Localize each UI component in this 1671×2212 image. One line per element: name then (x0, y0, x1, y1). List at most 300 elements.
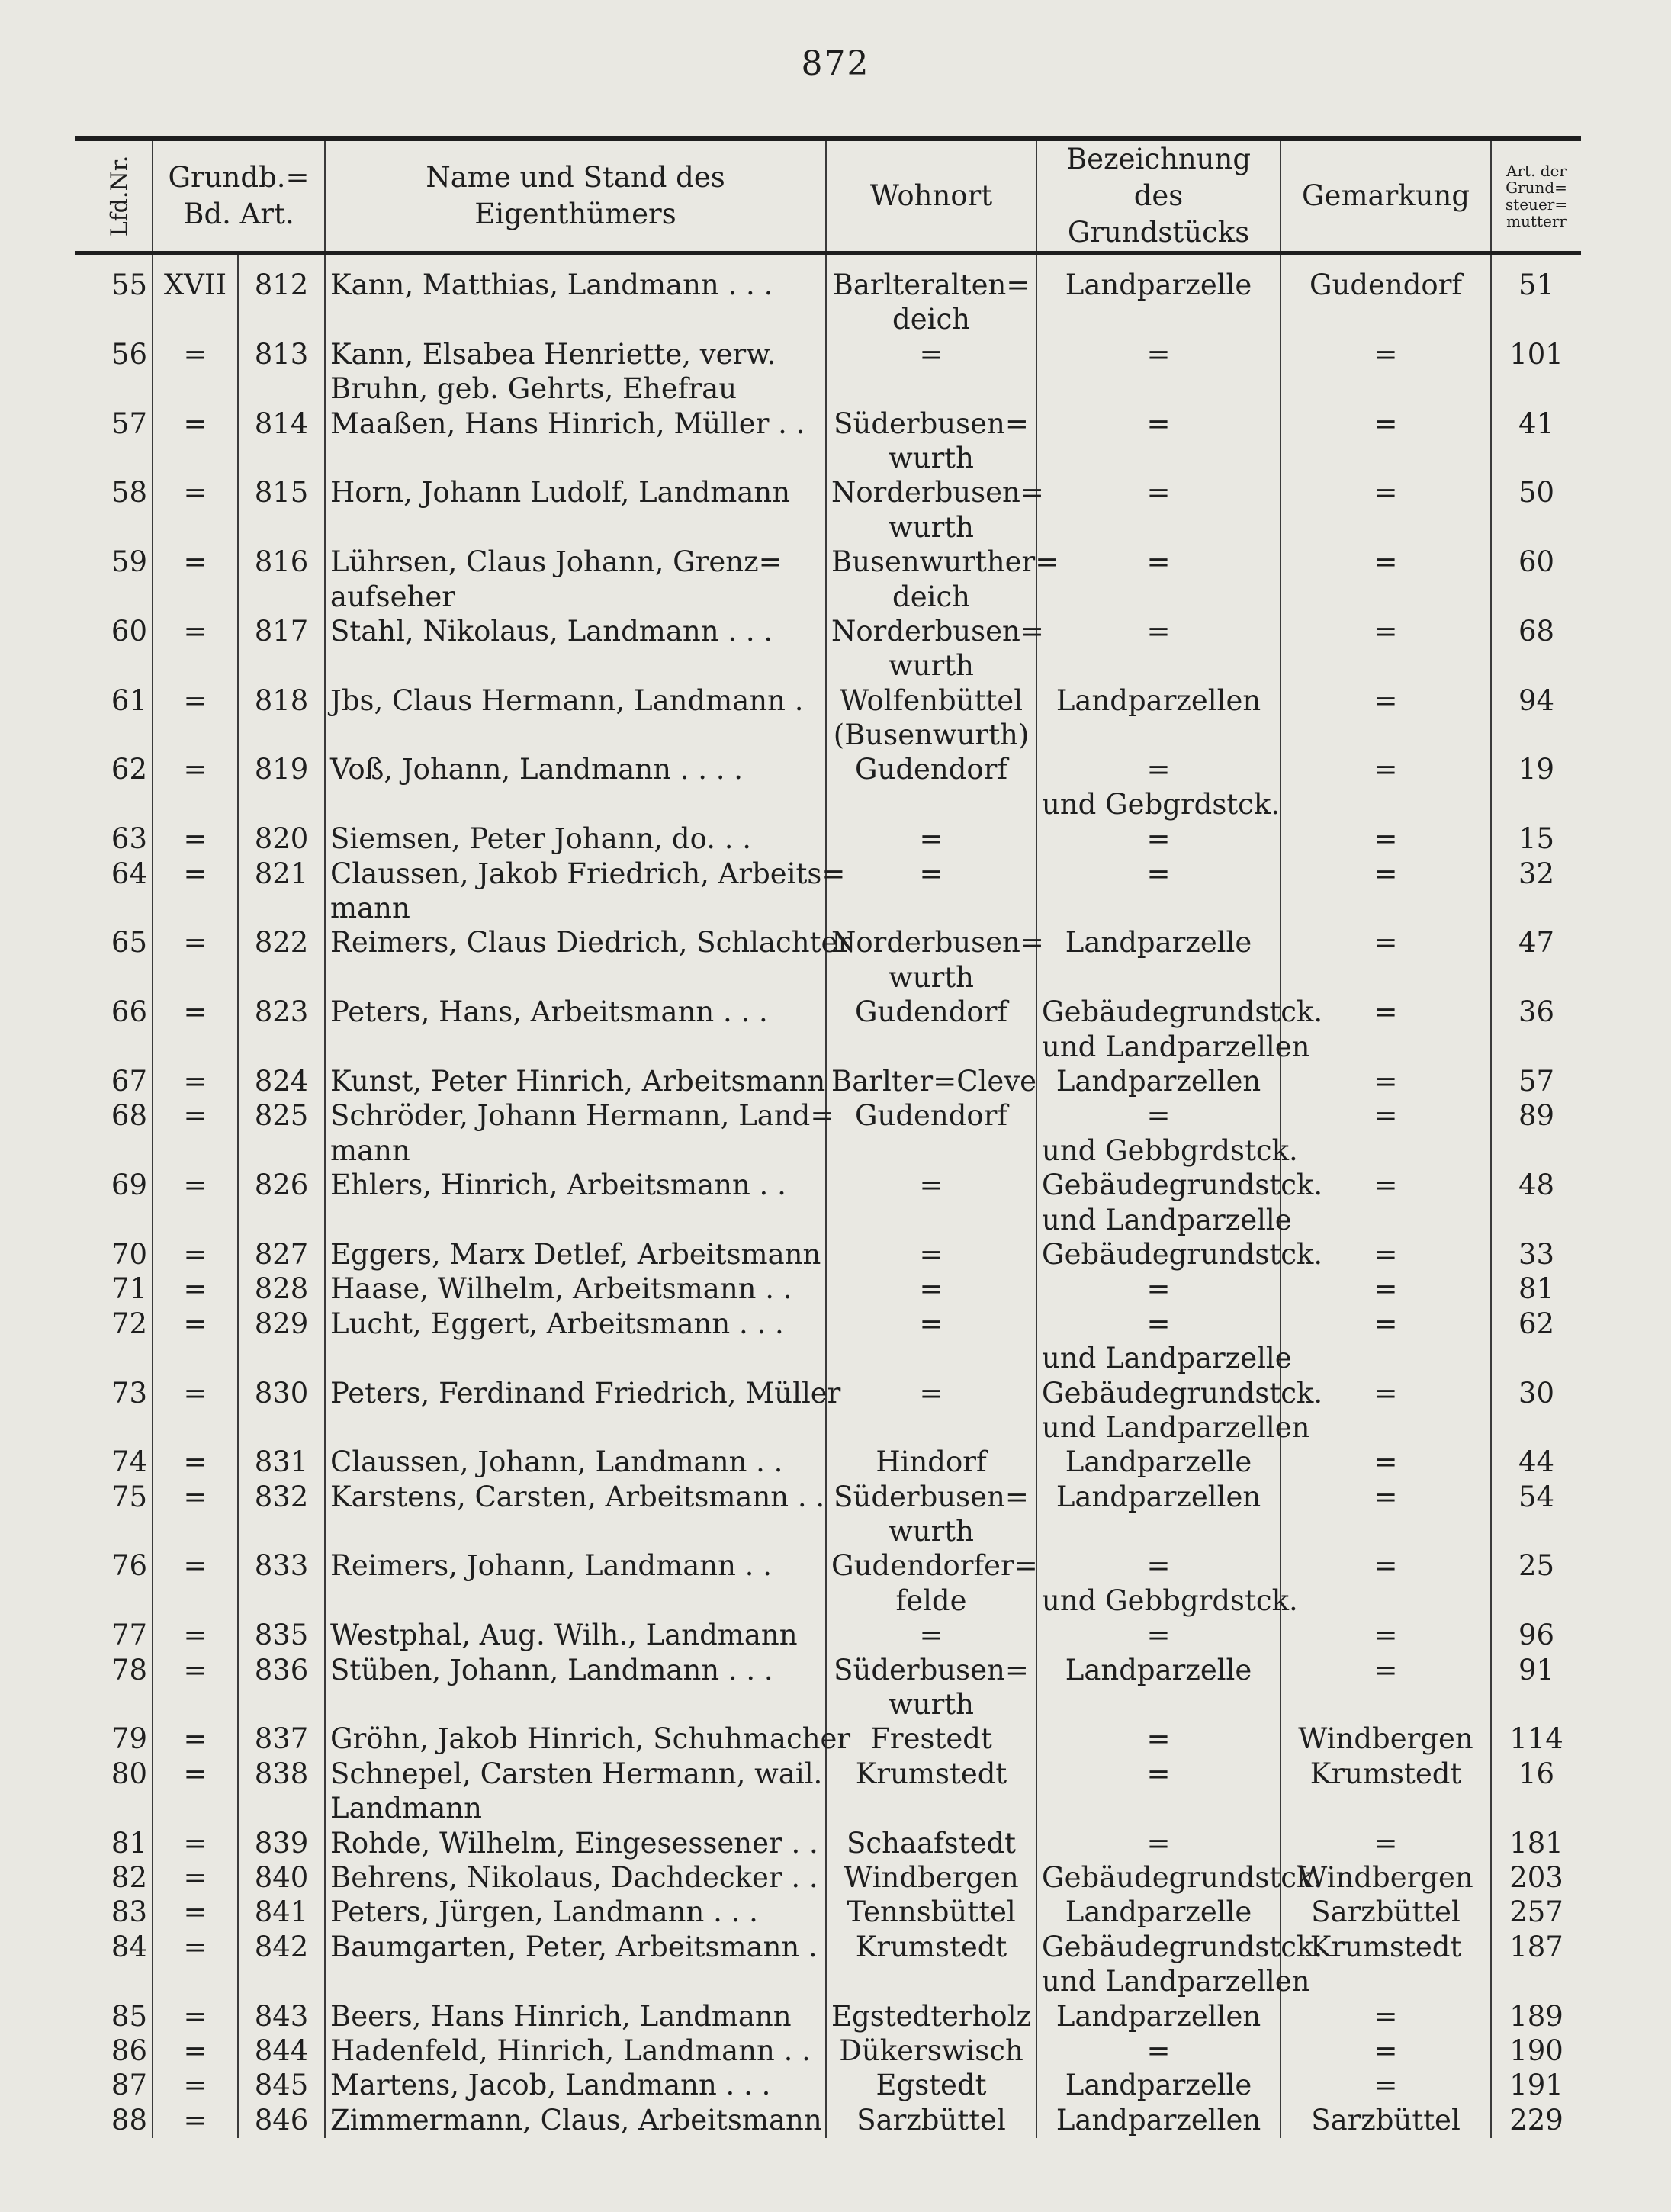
cadastral-district-cell: = (1281, 476, 1491, 510)
owner-name-cell: Baumgarten, Peter, Arbeitsmann . (325, 1931, 826, 1965)
row-number-cell (75, 719, 153, 753)
band-number-cell: = (153, 2034, 238, 2069)
cadastral-district-cell: = (1281, 822, 1491, 857)
table-row (75, 338, 1581, 372)
band-number-cell (153, 1584, 238, 1619)
row-number-cell (75, 1411, 153, 1445)
parcel-description-cell: = (1036, 476, 1281, 510)
parcel-description-cell (1036, 719, 1281, 753)
band-number-cell: = (153, 2069, 238, 2103)
owner-name-cell: Siemsen, Peter Johann, do. . . (325, 822, 826, 857)
owner-name-cell: Claussen, Jakob Friedrich, Arbeits= (325, 857, 826, 892)
row-number-cell: 82 (111, 1860, 147, 1894)
residence-cell: = (826, 1307, 1036, 1342)
parcel-description-cell (1036, 511, 1281, 545)
residence-cell (826, 1030, 1036, 1065)
table-row (75, 995, 1581, 1030)
band-number-cell: = (153, 1827, 238, 1861)
tax-roll-article-cell: 44 (1491, 1445, 1581, 1480)
tax-roll-article-cell: 19 (1491, 753, 1581, 787)
header-wohnort: Wohnort (826, 139, 1036, 253)
owner-name-cell: Haase, Wilhelm, Arbeitsmann . . (325, 1272, 826, 1307)
residence-cell: = (826, 1272, 1036, 1307)
band-number-cell (153, 649, 238, 683)
parcel-description-cell: Landparzelle (1036, 1895, 1281, 1930)
cadastral-district-cell: = (1281, 545, 1491, 580)
tax-roll-article-cell (1491, 649, 1581, 683)
parcel-description-cell: = (1036, 1619, 1281, 1653)
band-number-cell: = (153, 1619, 238, 1653)
row-number-cell (75, 1584, 153, 1619)
article-number-cell: 844 (238, 2034, 325, 2069)
parcel-description-cell: und Landparzellen (1036, 1411, 1281, 1445)
table-row (75, 1584, 1581, 1619)
residence-cell: Egstedterholz (826, 2000, 1036, 2034)
residence-cell: wurth (826, 1515, 1036, 1549)
owner-name-cell: Zimmermann, Claus, Arbeitsmann (325, 2104, 826, 2138)
residence-cell: = (826, 1377, 1036, 1411)
parcel-description-cell: = (1036, 615, 1281, 649)
article-number-cell: 840 (238, 1861, 325, 1895)
table-row (75, 1134, 1581, 1169)
article-number-cell: 845 (238, 2069, 325, 2103)
row-number-cell: 57 (111, 407, 147, 440)
band-number-cell: = (153, 2000, 238, 2034)
parcel-description-cell: Gebäudegrundstck. (1036, 1377, 1281, 1411)
article-number-cell: 824 (238, 1065, 325, 1099)
band-number-cell: = (153, 545, 238, 580)
owner-name-cell (325, 719, 826, 753)
table-row (75, 442, 1581, 476)
residence-cell: Süderbusen= (826, 1481, 1036, 1515)
band-number-cell: = (153, 1722, 238, 1757)
article-number-cell (238, 1030, 325, 1065)
owner-name-cell (325, 1342, 826, 1376)
cadastral-district-cell (1281, 892, 1491, 926)
table-row (75, 303, 1581, 337)
table-row (75, 545, 1581, 580)
parcel-description-cell (1036, 372, 1281, 407)
tax-roll-article-cell: 94 (1491, 684, 1581, 719)
parcel-description-cell: = (1036, 1757, 1281, 1792)
residence-cell (826, 1965, 1036, 1999)
residence-cell: Süderbusen= (826, 407, 1036, 442)
owner-name-cell: Stahl, Nikolaus, Landmann . . . (325, 615, 826, 649)
tax-roll-article-cell: 33 (1491, 1238, 1581, 1272)
tax-roll-article-cell (1491, 1204, 1581, 1238)
row-number-cell: 76 (111, 1549, 147, 1583)
row-number-cell: 64 (111, 857, 147, 890)
row-number-cell: 68 (111, 1099, 147, 1133)
band-number-cell: = (153, 822, 238, 857)
parcel-description-cell: Landparzelle (1036, 2069, 1281, 2103)
band-number-cell: = (153, 407, 238, 442)
residence-cell: Norderbusen= (826, 926, 1036, 960)
table-row (75, 2000, 1581, 2034)
band-number-cell (153, 1515, 238, 1549)
row-number-cell: 84 (111, 1930, 147, 1963)
residence-cell: Norderbusen= (826, 476, 1036, 510)
article-number-cell: 832 (238, 1481, 325, 1515)
tax-roll-article-cell (1491, 580, 1581, 615)
residence-cell: = (826, 1238, 1036, 1272)
cadastral-district-cell: = (1281, 2069, 1491, 2103)
row-number-cell: 61 (111, 683, 147, 717)
tax-roll-article-cell: 68 (1491, 615, 1581, 649)
tax-roll-article-cell: 54 (1491, 1481, 1581, 1515)
owner-name-cell: Claussen, Johann, Landmann . . (325, 1445, 826, 1480)
header-steuermutterrolle: Art. der Grund= steuer= mutterr (1491, 139, 1581, 253)
article-number-cell (238, 1134, 325, 1169)
row-number-cell: 78 (111, 1653, 147, 1686)
table-row (75, 1549, 1581, 1583)
parcel-description-cell: = (1036, 1099, 1281, 1133)
tax-roll-article-cell: 60 (1491, 545, 1581, 580)
row-number-cell: 71 (111, 1272, 147, 1306)
owner-name-cell: Karstens, Carsten, Arbeitsmann . . (325, 1481, 826, 1515)
band-number-cell (153, 1134, 238, 1169)
residence-cell: = (826, 338, 1036, 372)
residence-cell: wurth (826, 442, 1036, 476)
cadastral-district-cell: = (1281, 857, 1491, 892)
header-gemarkung: Gemarkung (1281, 139, 1491, 253)
residence-cell: = (826, 857, 1036, 892)
band-number-cell: = (153, 1272, 238, 1307)
owner-name-cell: Stüben, Johann, Landmann . . . (325, 1654, 826, 1688)
article-number-cell: 843 (238, 2000, 325, 2034)
table-row (75, 253, 1581, 304)
row-number-cell: 60 (111, 614, 147, 648)
article-number-cell: 819 (238, 753, 325, 787)
table-row (75, 2034, 1581, 2069)
parcel-description-cell (1036, 1688, 1281, 1722)
parcel-description-cell (1036, 1792, 1281, 1826)
table-row (75, 1619, 1581, 1653)
article-number-cell (238, 961, 325, 995)
tax-roll-article-cell (1491, 1515, 1581, 1549)
owner-name-cell: mann (325, 892, 826, 926)
article-number-cell: 829 (238, 1307, 325, 1342)
parcel-description-cell: = (1036, 1307, 1281, 1342)
row-number-cell: 72 (111, 1307, 147, 1340)
residence-cell: (Busenwurth) (826, 719, 1036, 753)
band-number-cell: = (153, 615, 238, 649)
tax-roll-article-cell (1491, 719, 1581, 753)
tax-roll-article-cell (1491, 1965, 1581, 1999)
table-row (75, 1965, 1581, 1999)
tax-roll-article-cell: 41 (1491, 407, 1581, 442)
parcel-description-cell: und Landparzellen (1036, 1965, 1281, 1999)
parcel-description-cell (1036, 649, 1281, 683)
owner-name-cell (325, 788, 826, 822)
band-number-cell (153, 961, 238, 995)
tax-roll-article-cell: 181 (1491, 1827, 1581, 1861)
table-row (75, 1030, 1581, 1065)
tax-roll-article-cell (1491, 1134, 1581, 1169)
owner-name-cell: mann (325, 1134, 826, 1169)
parcel-description-cell: = (1036, 407, 1281, 442)
article-number-cell (238, 1204, 325, 1238)
cadastral-district-cell (1281, 1204, 1491, 1238)
parcel-description-cell: = (1036, 857, 1281, 892)
cadastral-district-cell (1281, 442, 1491, 476)
row-number-cell: 73 (111, 1376, 147, 1410)
article-number-cell (238, 303, 325, 337)
table-row (75, 1931, 1581, 1965)
tax-roll-article-cell (1491, 1584, 1581, 1619)
band-number-cell: = (153, 753, 238, 787)
residence-cell (826, 788, 1036, 822)
tax-roll-article-cell: 229 (1491, 2104, 1581, 2138)
row-number-cell: 59 (111, 545, 147, 579)
article-number-cell: 835 (238, 1619, 325, 1653)
owner-name-cell: Horn, Johann Ludolf, Landmann (325, 476, 826, 510)
article-number-cell: 839 (238, 1827, 325, 1861)
parcel-description-cell: Gebäudegrundstck. (1036, 995, 1281, 1030)
residence-cell: Egstedt (826, 2069, 1036, 2103)
row-number-cell (75, 1204, 153, 1238)
article-number-cell: 814 (238, 407, 325, 442)
tax-roll-article-cell (1491, 788, 1581, 822)
cadastral-district-cell: = (1281, 2000, 1491, 2034)
tax-roll-article-cell: 187 (1491, 1931, 1581, 1965)
cadastral-district-cell (1281, 1515, 1491, 1549)
row-number-cell (75, 1688, 153, 1722)
cadastral-district-cell: = (1281, 1238, 1491, 1272)
tax-roll-article-cell: 191 (1491, 2069, 1581, 2103)
owner-name-cell: aufseher (325, 580, 826, 615)
residence-cell: Barlteralten= (826, 253, 1036, 304)
parcel-description-cell (1036, 961, 1281, 995)
table-row (75, 1722, 1581, 1757)
tax-roll-article-cell (1491, 1792, 1581, 1826)
band-number-cell: = (153, 1757, 238, 1792)
table-row (75, 961, 1581, 995)
tax-roll-article-cell (1491, 1688, 1581, 1722)
parcel-description-cell: = (1036, 338, 1281, 372)
band-number-cell: = (153, 1481, 238, 1515)
parcel-description-cell: Gebäudegrundstck. (1036, 1931, 1281, 1965)
owner-name-cell (325, 1688, 826, 1722)
band-number-cell: = (153, 1065, 238, 1099)
owner-name-cell (325, 442, 826, 476)
parcel-description-cell: Landparzellen (1036, 2000, 1281, 2034)
residence-cell: Hindorf (826, 1445, 1036, 1480)
parcel-description-cell: und Landparzelle (1036, 1342, 1281, 1376)
tax-roll-article-cell: 257 (1491, 1895, 1581, 1930)
article-number-cell (238, 1342, 325, 1376)
article-number-cell: 837 (238, 1722, 325, 1757)
band-number-cell: = (153, 1099, 238, 1133)
table-row (75, 1445, 1581, 1480)
row-number-cell (75, 372, 153, 407)
row-number-cell (75, 303, 153, 337)
cadastral-district-cell: = (1281, 1099, 1491, 1133)
residence-cell: Wolfenbüttel (826, 684, 1036, 719)
owner-name-cell (325, 961, 826, 995)
table-row (75, 822, 1581, 857)
residence-cell: = (826, 1169, 1036, 1203)
article-number-cell (238, 1688, 325, 1722)
cadastral-district-cell (1281, 1584, 1491, 1619)
band-number-cell (153, 580, 238, 615)
residence-cell: Dükerswisch (826, 2034, 1036, 2069)
band-number-cell: = (153, 2104, 238, 2138)
parcel-description-cell: Landparzellen (1036, 1481, 1281, 1515)
owner-name-cell: Schröder, Johann Hermann, Land= (325, 1099, 826, 1133)
residence-cell: deich (826, 580, 1036, 615)
band-number-cell: = (153, 1895, 238, 1930)
cadastral-district-cell: = (1281, 1481, 1491, 1515)
band-number-cell (153, 511, 238, 545)
row-number-cell (75, 892, 153, 926)
cadastral-district-cell (1281, 511, 1491, 545)
residence-cell: wurth (826, 649, 1036, 683)
band-number-cell (153, 788, 238, 822)
band-number-cell (153, 1688, 238, 1722)
residence-cell: Gudendorfer= (826, 1549, 1036, 1583)
article-number-cell: 823 (238, 995, 325, 1030)
tax-roll-article-cell: 15 (1491, 822, 1581, 857)
owner-name-cell: Reimers, Claus Diedrich, Schlachter (325, 926, 826, 960)
owner-name-cell: Reimers, Johann, Landmann . . (325, 1549, 826, 1583)
cadastral-district-cell (1281, 649, 1491, 683)
residence-cell: Süderbusen= (826, 1654, 1036, 1688)
table-row (75, 1272, 1581, 1307)
band-number-cell (153, 1030, 238, 1065)
residence-cell: = (826, 822, 1036, 857)
cadastral-district-cell: = (1281, 1654, 1491, 1688)
residence-cell: wurth (826, 1688, 1036, 1722)
row-number-cell (75, 1965, 153, 1999)
owner-name-cell: Kunst, Peter Hinrich, Arbeitsmann (325, 1065, 826, 1099)
article-number-cell: 818 (238, 684, 325, 719)
band-number-cell: = (153, 1654, 238, 1688)
article-number-cell: 821 (238, 857, 325, 892)
parcel-description-cell: = (1036, 1827, 1281, 1861)
row-number-cell: 86 (111, 2034, 147, 2067)
row-number-cell: 58 (111, 476, 147, 510)
residence-cell: deich (826, 303, 1036, 337)
owner-name-cell: Hadenfeld, Hinrich, Landmann . . (325, 2034, 826, 2069)
article-number-cell: 812 (238, 253, 325, 304)
table-row (75, 684, 1581, 719)
row-number-cell: 56 (111, 337, 147, 371)
cadastral-district-cell: = (1281, 1307, 1491, 1342)
row-number-cell: 70 (111, 1237, 147, 1271)
row-number-cell: 63 (111, 822, 147, 856)
article-number-cell (238, 649, 325, 683)
tax-roll-article-cell (1491, 1411, 1581, 1445)
parcel-description-cell: Gebäudegrundstck. (1036, 1169, 1281, 1203)
cadastral-district-cell: = (1281, 995, 1491, 1030)
band-number-cell: = (153, 476, 238, 510)
residence-cell (826, 892, 1036, 926)
tax-roll-article-cell: 47 (1491, 926, 1581, 960)
band-number-cell (153, 719, 238, 753)
table-row (75, 1238, 1581, 1272)
owner-name-cell: Peters, Jürgen, Landmann . . . (325, 1895, 826, 1930)
tax-roll-article-cell: 62 (1491, 1307, 1581, 1342)
tax-roll-article-cell (1491, 511, 1581, 545)
article-number-cell (238, 580, 325, 615)
cadastral-district-cell (1281, 788, 1491, 822)
table-row (75, 1481, 1581, 1515)
tax-roll-article-cell (1491, 1030, 1581, 1065)
band-number-cell: = (153, 1445, 238, 1480)
table-row (75, 2104, 1581, 2138)
residence-cell: Gudendorf (826, 995, 1036, 1030)
tax-roll-article-cell: 114 (1491, 1722, 1581, 1757)
cadastral-district-cell (1281, 1342, 1491, 1376)
parcel-description-cell: Landparzelle (1036, 253, 1281, 304)
cadastral-district-cell (1281, 1792, 1491, 1826)
owner-name-cell: Peters, Hans, Arbeitsmann . . . (325, 995, 826, 1030)
tax-roll-article-cell: 30 (1491, 1377, 1581, 1411)
band-number-cell: = (153, 1931, 238, 1965)
article-number-cell (238, 892, 325, 926)
article-number-cell (238, 1515, 325, 1549)
cadastral-district-cell: Sarzbüttel (1281, 2104, 1491, 2138)
article-number-cell (238, 372, 325, 407)
band-number-cell: = (153, 1549, 238, 1583)
table-row (75, 580, 1581, 615)
tax-roll-article-cell: 32 (1491, 857, 1581, 892)
residence-cell (826, 1342, 1036, 1376)
parcel-description-cell: = (1036, 2034, 1281, 2069)
tax-roll-article-cell: 25 (1491, 1549, 1581, 1583)
parcel-description-cell: und Gebbgrdstck. (1036, 1134, 1281, 1169)
parcel-description-cell (1036, 892, 1281, 926)
article-number-cell (238, 1792, 325, 1826)
residence-cell: felde (826, 1584, 1036, 1619)
tax-roll-article-cell: 81 (1491, 1272, 1581, 1307)
parcel-description-cell (1036, 442, 1281, 476)
owner-name-cell: Voß, Johann, Landmann . . . . (325, 753, 826, 787)
owner-name-cell: Beers, Hans Hinrich, Landmann (325, 2000, 826, 2034)
owner-name-cell (325, 1515, 826, 1549)
article-number-cell: 830 (238, 1377, 325, 1411)
owner-name-cell: Rohde, Wilhelm, Eingesessener . . (325, 1827, 826, 1861)
cadastral-district-cell (1281, 1688, 1491, 1722)
band-number-cell: = (153, 1861, 238, 1895)
row-number-cell (75, 1030, 153, 1065)
cadastral-district-cell: = (1281, 1619, 1491, 1653)
parcel-description-cell: = (1036, 545, 1281, 580)
band-number-cell (153, 1792, 238, 1826)
cadastral-district-cell (1281, 1411, 1491, 1445)
parcel-description-cell: Gebäudegrundstck. (1036, 1238, 1281, 1272)
article-number-cell: 827 (238, 1238, 325, 1272)
residence-cell: Sarzbüttel (826, 2104, 1036, 2138)
table-row (75, 649, 1581, 683)
parcel-description-cell (1036, 1515, 1281, 1549)
parcel-description-cell: Landparzelle (1036, 1654, 1281, 1688)
article-number-cell (238, 719, 325, 753)
cadastral-district-cell (1281, 372, 1491, 407)
table-row (75, 1654, 1581, 1688)
article-number-cell (238, 1584, 325, 1619)
owner-name-cell: Landmann (325, 1792, 826, 1826)
parcel-description-cell: und Gebgrdstck. (1036, 788, 1281, 822)
table-row (75, 1757, 1581, 1792)
residence-cell: wurth (826, 961, 1036, 995)
article-number-cell: 813 (238, 338, 325, 372)
cadastral-district-cell: = (1281, 1377, 1491, 1411)
owner-name-cell (325, 1965, 826, 1999)
cadastral-district-cell (1281, 719, 1491, 753)
article-number-cell: 836 (238, 1654, 325, 1688)
